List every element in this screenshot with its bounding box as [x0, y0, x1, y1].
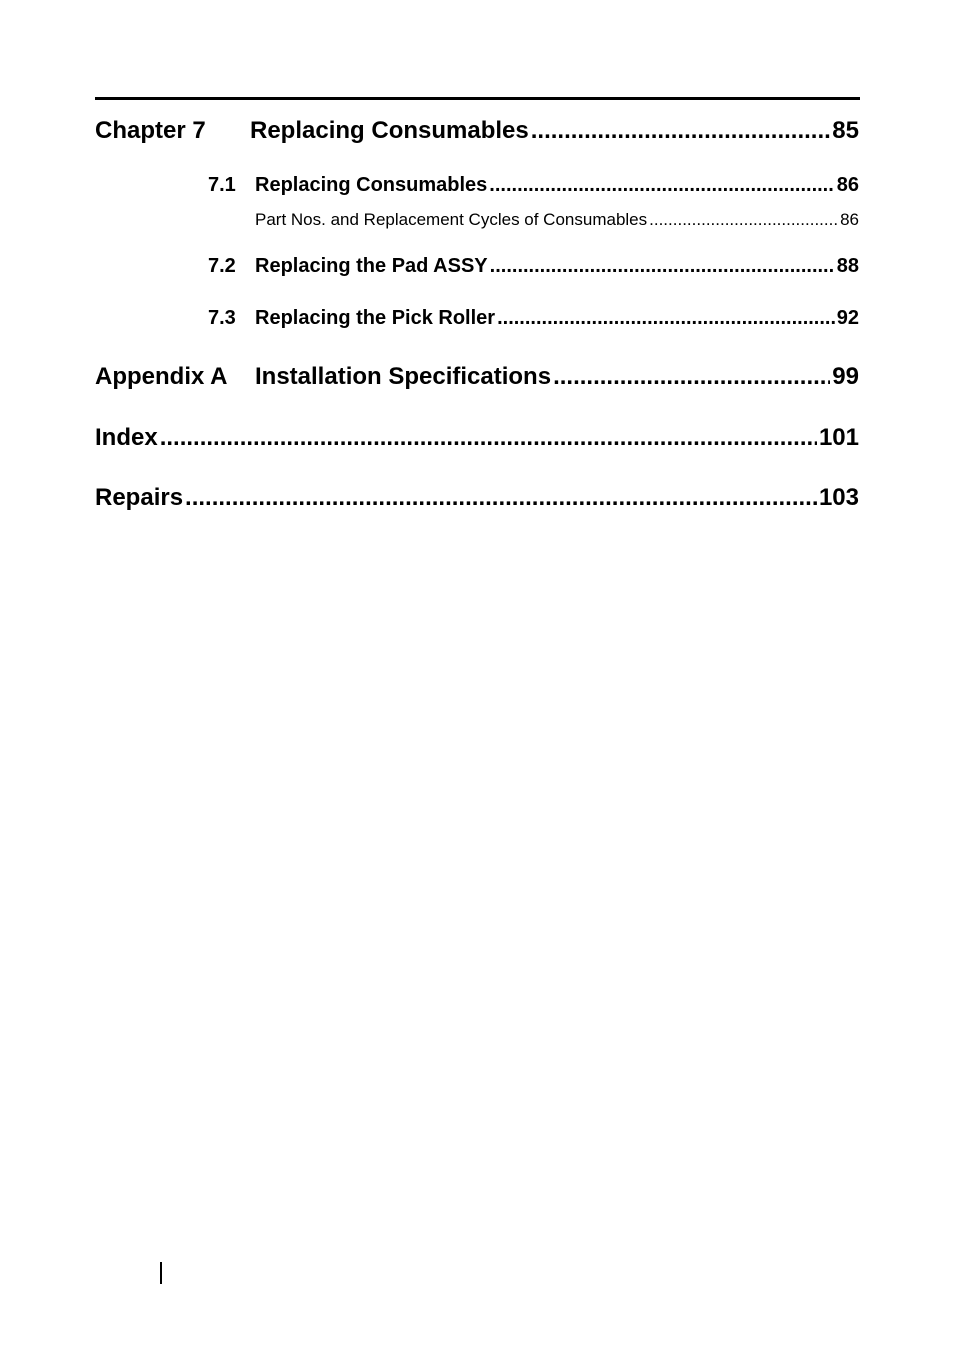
toc-subsection-title: Part Nos. and Replacement Cycles of Consumables [255, 210, 648, 229]
dot-leader [497, 307, 835, 330]
toc-entry-appendix-a[interactable] [95, 363, 859, 391]
dot-leader [649, 210, 838, 230]
toc-entry-section-7-3[interactable] [208, 307, 859, 330]
toc-page-number: 85 [832, 117, 859, 144]
toc-page-number: 92 [836, 307, 859, 329]
toc-page-number: 86 [840, 210, 859, 229]
page-margin-marker [160, 1262, 162, 1284]
toc-page-number: 88 [836, 255, 859, 277]
dot-leader [489, 174, 834, 197]
toc-section-title: Replacing Consumables [255, 174, 488, 196]
toc-page-number: 86 [836, 174, 859, 196]
top-rule [95, 97, 860, 100]
toc-entry-section-7-2[interactable] [208, 255, 859, 278]
dot-leader [160, 424, 817, 452]
toc-section-title: Replacing the Pad ASSY [255, 255, 488, 277]
toc-section-number: 7.2 [208, 255, 236, 277]
toc-section-title: Replacing the Pick Roller [255, 307, 496, 329]
toc-index-title: Index [95, 424, 158, 451]
toc-chapter-label: Chapter 7 [95, 117, 206, 144]
toc-section-number: 7.1 [208, 174, 236, 196]
toc-appendix-label: Appendix A [95, 363, 228, 390]
toc-entry-repairs[interactable] [95, 484, 859, 512]
toc-entry-part-nos[interactable] [255, 210, 859, 230]
dot-leader [490, 255, 835, 278]
dot-leader [185, 484, 817, 512]
toc-section-number: 7.3 [208, 307, 236, 329]
toc-entry-chapter-7[interactable] [95, 117, 859, 145]
toc-page-number: 99 [832, 363, 859, 390]
toc-entry-section-7-1[interactable] [208, 174, 859, 197]
toc-page-number: 101 [818, 424, 859, 451]
toc-page-number: 103 [818, 484, 859, 511]
toc-chapter-title: Replacing Consumables [250, 117, 529, 144]
dot-leader [553, 363, 830, 391]
toc-appendix-title: Installation Specifications [255, 363, 552, 390]
toc-repairs-title: Repairs [95, 484, 184, 511]
toc-entry-index[interactable] [95, 424, 859, 452]
dot-leader [531, 117, 831, 145]
